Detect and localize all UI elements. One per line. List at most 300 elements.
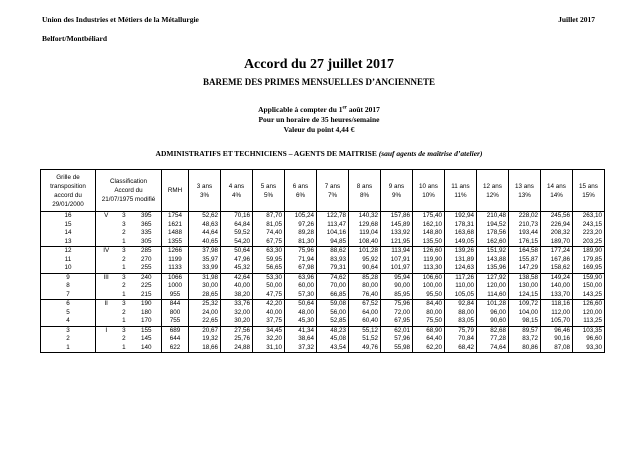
bonus-cell: 162,10 xyxy=(413,221,445,230)
bonus-cell: 90,00 xyxy=(381,282,413,291)
rmh-cell: 689 xyxy=(162,326,189,335)
bonus-cell: 40,00 xyxy=(221,282,253,291)
header-seniority-line: 4 ans xyxy=(228,182,245,190)
bonus-cell: 178,56 xyxy=(477,229,509,238)
header-seniority xyxy=(413,170,445,212)
table-row xyxy=(41,344,605,353)
echelon-cell: 1 xyxy=(116,344,131,353)
rmh-cell: 800 xyxy=(162,309,189,318)
bonus-cell: 85,95 xyxy=(381,291,413,300)
echelon-cell: 2 xyxy=(122,282,126,289)
header-seniority xyxy=(477,170,509,212)
header-seniority-line: 6% xyxy=(295,191,306,199)
level-cell xyxy=(96,309,117,318)
bonus-cell: 40,00 xyxy=(253,309,285,318)
point-value-line: Valeur du point 4,44 € xyxy=(283,125,355,134)
bonus-cell: 31,10 xyxy=(253,344,285,353)
bonus-cell: 127,92 xyxy=(477,273,509,282)
header-seniority-line: 9% xyxy=(391,191,402,199)
echelon-cell: 1 xyxy=(116,291,131,300)
coefficient-cell: 140 xyxy=(131,344,161,353)
header-rmh: RMH xyxy=(162,170,189,212)
bonus-cell: 95,94 xyxy=(381,273,413,282)
bonus-cell: 48,00 xyxy=(285,309,317,318)
bonus-cell: 120,00 xyxy=(573,309,605,318)
level-cell xyxy=(96,229,117,238)
grille-cell: 3 xyxy=(41,326,96,335)
bonus-cell: 53,30 xyxy=(253,273,285,282)
hours-line: Pour un horaire de 35 heures/semaine xyxy=(258,115,380,124)
table-row xyxy=(41,212,605,221)
bonus-cell: 74,64 xyxy=(477,344,509,353)
coefficient-cell: 270 xyxy=(131,256,161,265)
bonus-cell: 143,88 xyxy=(477,256,509,265)
echelon-cell: 1 xyxy=(116,238,131,247)
bonus-cell: 155,87 xyxy=(509,256,541,265)
bonus-cell: 68,42 xyxy=(445,344,477,353)
echelon-cell: 3 xyxy=(116,212,131,221)
bonus-cell: 98,15 xyxy=(509,317,541,326)
table-row xyxy=(41,264,605,273)
echelon-cell: 3 xyxy=(122,220,126,228)
bonus-cell: 51,52 xyxy=(349,335,381,344)
header-seniority xyxy=(573,170,605,212)
bonus-cell: 133,92 xyxy=(381,229,413,238)
bonus-cell: 96,60 xyxy=(573,335,605,344)
bonus-cell: 139,26 xyxy=(445,247,477,256)
echelon-cell: 3 xyxy=(116,326,131,335)
bonus-cell: 56,65 xyxy=(253,264,285,273)
bonus-cell: 74,40 xyxy=(253,229,285,238)
bonus-cell: 22,65 xyxy=(189,317,221,326)
coefficient-cell: 155 xyxy=(131,326,161,335)
bonus-cell: 140,32 xyxy=(349,212,381,221)
bonus-cell: 109,72 xyxy=(509,300,541,309)
grille-cell: 7 xyxy=(41,291,96,300)
applicability-line xyxy=(0,105,638,114)
bonus-cell: 27,56 xyxy=(221,326,253,335)
bonus-cell: 210,73 xyxy=(509,221,541,230)
bonus-cell: 117,26 xyxy=(445,273,477,282)
bonus-cell: 210,48 xyxy=(477,212,509,221)
bonus-cell: 80,00 xyxy=(413,309,445,318)
bonus-cell: 49,76 xyxy=(349,344,381,353)
bonus-cell: 131,89 xyxy=(445,256,477,265)
grille-cell: 1 xyxy=(41,344,96,353)
bonus-cell: 40,65 xyxy=(189,238,221,247)
bonus-cell: 83,72 xyxy=(509,335,541,344)
bonus-cell: 37,98 xyxy=(189,247,221,256)
coefficient-cell: 190 xyxy=(131,300,161,309)
coefficient-cell: 225 xyxy=(131,282,161,291)
bonus-cell: 63,30 xyxy=(253,247,285,256)
level-cell xyxy=(96,264,117,273)
grille-cell: 12 xyxy=(41,247,96,256)
bonus-cell: 64,00 xyxy=(349,309,381,318)
bonus-cell: 47,96 xyxy=(221,256,253,265)
bonus-cell: 124,15 xyxy=(509,291,541,300)
bonus-cell: 63,96 xyxy=(285,273,317,282)
bonus-cell: 18,66 xyxy=(189,344,221,353)
bonus-cell: 189,70 xyxy=(541,238,573,247)
grille-cell: 4 xyxy=(41,317,96,326)
section-heading xyxy=(0,149,638,158)
bonus-cell: 147,29 xyxy=(509,264,541,273)
bonus-cell: 81,30 xyxy=(285,238,317,247)
bonus-cell: 176,15 xyxy=(509,238,541,247)
bonus-cell: 107,91 xyxy=(381,256,413,265)
bonus-cell: 62,01 xyxy=(381,326,413,335)
bonus-cell: 56,00 xyxy=(317,309,349,318)
header-seniority xyxy=(445,170,477,212)
header-seniority-line: 8 ans xyxy=(356,182,373,190)
bonus-cell: 67,52 xyxy=(349,300,381,309)
header-seniority-line: 13 ans xyxy=(515,182,534,190)
org-location: Belfort/Montbéliard xyxy=(42,34,107,43)
grille-cell: 11 xyxy=(41,256,96,265)
grille-cell: 10 xyxy=(41,264,96,273)
bonus-cell: 59,95 xyxy=(253,256,285,265)
document-title: Accord du 27 juillet 2017 xyxy=(243,57,395,72)
grille-cell: 13 xyxy=(41,238,96,247)
bonus-cell: 157,86 xyxy=(381,212,413,221)
bonus-cell: 143,25 xyxy=(573,291,605,300)
level-cell xyxy=(96,344,117,353)
header-seniority-line: 7 ans xyxy=(324,182,341,190)
bonus-cell: 90,60 xyxy=(477,317,509,326)
header-seniority-line: 10 ans xyxy=(419,182,438,190)
bonus-cell: 37,32 xyxy=(285,344,317,353)
bonus-cell: 50,00 xyxy=(253,282,285,291)
rmh-cell: 1621 xyxy=(162,221,189,230)
level-cell xyxy=(96,256,117,265)
bonus-cell: 24,88 xyxy=(221,344,253,353)
bonus-cell: 76,40 xyxy=(349,291,381,300)
document-subtitle: BAREME DES PRIMES MENSUELLES D’ANCIENNETE xyxy=(202,77,436,87)
bonus-cell: 33,76 xyxy=(221,300,253,309)
rmh-cell: 955 xyxy=(162,291,189,300)
header-seniority-line: 3 ans xyxy=(196,182,213,190)
level-cell xyxy=(96,221,117,230)
coefficient-cell: 395 xyxy=(131,212,161,221)
document-date: Juillet 2017 xyxy=(558,15,595,24)
bonus-cell: 114,60 xyxy=(477,291,509,300)
bonus-cell: 84,40 xyxy=(413,300,445,309)
bonus-cell: 67,98 xyxy=(285,264,317,273)
bonus-cell: 80,86 xyxy=(509,344,541,353)
table-row xyxy=(41,291,605,300)
bonus-cell: 113,25 xyxy=(573,317,605,326)
bonus-cell: 32,00 xyxy=(221,309,253,318)
echelon-cell: 3 xyxy=(116,300,131,309)
table-row xyxy=(41,229,605,238)
table-row xyxy=(41,335,605,344)
level-cell: V xyxy=(96,212,117,221)
table-row xyxy=(41,238,605,247)
bonus-cell: 24,00 xyxy=(189,309,221,318)
level-cell xyxy=(96,282,117,291)
bonus-cell: 25,76 xyxy=(221,335,253,344)
bonus-cell: 226,94 xyxy=(541,221,573,230)
bonus-cell: 35,97 xyxy=(189,256,221,265)
header-seniority-line: 14 ans xyxy=(547,182,566,190)
bonus-cell: 48,63 xyxy=(189,221,221,230)
bonus-cell: 194,52 xyxy=(477,221,509,230)
coefficient-cell: 215 xyxy=(131,291,161,300)
bonus-cell: 67,75 xyxy=(253,238,285,247)
header-grille-line: accord du xyxy=(54,191,82,199)
bonus-cell: 75,96 xyxy=(285,247,317,256)
header-grille-line: transposition xyxy=(50,182,86,190)
level-cell xyxy=(96,238,117,247)
bonus-cell: 31,98 xyxy=(189,273,221,282)
table-row xyxy=(41,221,605,230)
bonus-cell: 43,54 xyxy=(317,344,349,353)
bonus-cell: 203,25 xyxy=(573,238,605,247)
table-row xyxy=(41,300,605,309)
bonus-cell: 30,20 xyxy=(221,317,253,326)
header-seniority xyxy=(541,170,573,212)
header-seniority-line: 5 ans xyxy=(260,182,277,190)
bonus-cell: 42,20 xyxy=(253,300,285,309)
grille-cell: 8 xyxy=(41,282,96,291)
bonus-cell: 119,90 xyxy=(413,256,445,265)
applicability-sup: er xyxy=(342,105,347,111)
rmh-cell: 755 xyxy=(162,317,189,326)
bonus-cell: 59,08 xyxy=(317,300,349,309)
bonus-cell: 88,62 xyxy=(317,247,349,256)
bonus-cell: 87,08 xyxy=(541,344,573,353)
bonus-table xyxy=(40,169,605,353)
header-seniority-line: 8% xyxy=(359,191,370,199)
bonus-cell: 89,28 xyxy=(285,229,317,238)
bonus-cell: 48,23 xyxy=(317,326,349,335)
bonus-cell: 193,44 xyxy=(509,229,541,238)
coefficient-cell: 285 xyxy=(131,247,161,256)
bonus-cell: 95,92 xyxy=(349,256,381,265)
level-cell: II xyxy=(96,300,117,309)
bonus-cell: 37,75 xyxy=(253,317,285,326)
rmh-cell: 1488 xyxy=(162,229,189,238)
table-row xyxy=(41,326,605,335)
bonus-cell: 83,93 xyxy=(317,256,349,265)
echelon-cell: 2 xyxy=(122,255,126,263)
header-seniority-line: 5% xyxy=(263,191,274,199)
bonus-cell: 82,68 xyxy=(477,326,509,335)
rmh-cell: 644 xyxy=(162,335,189,344)
bonus-cell: 52,62 xyxy=(189,212,221,221)
bonus-cell: 38,20 xyxy=(221,291,253,300)
bonus-cell: 83,05 xyxy=(445,317,477,326)
bonus-cell: 54,20 xyxy=(221,238,253,247)
echelon-cell: 2 xyxy=(122,335,126,342)
bonus-cell: 92,84 xyxy=(445,300,477,309)
coefficient-cell: 240 xyxy=(131,273,161,282)
bonus-cell: 118,16 xyxy=(541,300,573,309)
coefficient-cell: 365 xyxy=(131,221,161,230)
coefficient-cell: 180 xyxy=(131,309,161,318)
level-cell: III xyxy=(96,273,117,282)
bonus-cell: 90,64 xyxy=(349,264,381,273)
bonus-cell: 89,57 xyxy=(509,326,541,335)
header-seniority-line: 13% xyxy=(518,191,531,199)
bonus-cell: 105,70 xyxy=(541,317,573,326)
grille-cell: 6 xyxy=(41,300,96,309)
bonus-cell: 93,30 xyxy=(573,344,605,353)
bonus-cell: 126,60 xyxy=(413,247,445,256)
echelon-cell: 2 xyxy=(122,308,126,316)
coefficient-cell: 335 xyxy=(131,229,161,238)
header-seniority-line: 3% xyxy=(199,191,210,199)
header-seniority-line: 11% xyxy=(454,191,467,199)
bonus-cell: 108,40 xyxy=(349,238,381,247)
rmh-cell: 1000 xyxy=(162,282,189,291)
bonus-cell: 41,34 xyxy=(285,326,317,335)
bonus-cell: 119,04 xyxy=(349,229,381,238)
bonus-cell: 167,86 xyxy=(541,256,573,265)
header-grille-line: Grille de xyxy=(56,173,80,181)
bonus-cell: 64,84 xyxy=(221,221,253,230)
bonus-cell: 57,30 xyxy=(285,291,317,300)
bonus-cell: 33,99 xyxy=(189,264,221,273)
echelon-cell: 1 xyxy=(116,317,131,326)
bonus-cell: 45,32 xyxy=(221,264,253,273)
bonus-cell: 110,00 xyxy=(445,282,477,291)
bonus-cell: 50,64 xyxy=(221,247,253,256)
bonus-cell: 245,56 xyxy=(541,212,573,221)
bonus-cell: 32,20 xyxy=(253,335,285,344)
section-note: (sauf agents de maîtrise d’atelier) xyxy=(376,149,483,158)
bonus-cell: 42,64 xyxy=(221,273,253,282)
coefficient-cell: 305 xyxy=(131,238,161,247)
grille-cell: 15 xyxy=(41,221,96,230)
grille-cell: 9 xyxy=(41,273,96,282)
bonus-cell: 243,15 xyxy=(573,221,605,230)
bonus-cell: 79,31 xyxy=(317,264,349,273)
bonus-cell: 103,35 xyxy=(573,326,605,335)
bonus-cell: 71,94 xyxy=(285,256,317,265)
bonus-cell: 60,00 xyxy=(285,282,317,291)
bonus-cell: 179,85 xyxy=(573,256,605,265)
bonus-cell: 178,31 xyxy=(445,221,477,230)
bonus-cell: 113,47 xyxy=(317,221,349,230)
header-classification xyxy=(96,170,162,212)
bonus-cell: 104,16 xyxy=(317,229,349,238)
header-seniority-line: 14% xyxy=(550,191,563,199)
bonus-cell: 113,30 xyxy=(413,264,445,273)
org-name: Union des Industries et Métiers de la Métallurgie xyxy=(42,15,199,24)
rmh-cell: 1754 xyxy=(162,212,189,221)
bonus-cell: 75,96 xyxy=(381,300,413,309)
header-seniority-line: 12 ans xyxy=(483,182,502,190)
header-seniority xyxy=(221,170,253,212)
bonus-cell: 19,32 xyxy=(189,335,221,344)
bonus-cell: 90,16 xyxy=(541,335,573,344)
header-seniority xyxy=(509,170,541,212)
bonus-cell: 70,84 xyxy=(445,335,477,344)
bonus-cell: 100,00 xyxy=(413,282,445,291)
bonus-cell: 57,96 xyxy=(381,335,413,344)
header-seniority xyxy=(189,170,221,212)
bonus-cell: 149,05 xyxy=(445,238,477,247)
bonus-cell: 45,08 xyxy=(317,335,349,344)
header-grille xyxy=(41,170,96,212)
bonus-cell: 75,50 xyxy=(413,317,445,326)
bonus-cell: 74,62 xyxy=(317,273,349,282)
bonus-cell: 59,52 xyxy=(221,229,253,238)
rmh-cell: 1266 xyxy=(162,247,189,256)
bonus-cell: 25,32 xyxy=(189,300,221,309)
bonus-cell: 162,60 xyxy=(477,238,509,247)
table-row xyxy=(41,282,605,291)
section-main: ADMINISTRATIFS ET TECHNICIENS – AGENTS DE MAITRISE xyxy=(155,149,377,158)
rmh-cell: 1355 xyxy=(162,238,189,247)
header-grille-line: 29/01/2000 xyxy=(52,200,84,208)
header-seniority-line: 15 ans xyxy=(579,182,598,190)
bonus-cell: 67,95 xyxy=(381,317,413,326)
header-seniority xyxy=(285,170,317,212)
echelon-cell: 3 xyxy=(116,247,131,256)
bonus-cell: 189,90 xyxy=(573,247,605,256)
bonus-cell: 192,94 xyxy=(445,212,477,221)
bonus-cell: 55,98 xyxy=(381,344,413,353)
applicability-suffix: août 2017 xyxy=(346,105,380,114)
bonus-cell: 47,75 xyxy=(253,291,285,300)
bonus-cell: 151,92 xyxy=(477,247,509,256)
bonus-cell: 105,24 xyxy=(285,212,317,221)
bonus-cell: 163,68 xyxy=(445,229,477,238)
bonus-cell: 70,16 xyxy=(221,212,253,221)
bonus-cell: 34,45 xyxy=(253,326,285,335)
bonus-cell: 126,60 xyxy=(573,300,605,309)
bonus-cell: 66,85 xyxy=(317,291,349,300)
bonus-cell: 45,30 xyxy=(285,317,317,326)
bonus-cell: 87,70 xyxy=(253,212,285,221)
level-cell xyxy=(96,335,117,344)
bonus-cell: 77,28 xyxy=(477,335,509,344)
bonus-cell: 104,00 xyxy=(509,309,541,318)
rmh-cell: 844 xyxy=(162,300,189,309)
rmh-cell: 622 xyxy=(162,344,189,353)
bonus-cell: 38,64 xyxy=(285,335,317,344)
bonus-cell: 101,97 xyxy=(381,264,413,273)
bonus-cell: 158,62 xyxy=(541,264,573,273)
header-seniority-line: 11 ans xyxy=(451,182,470,190)
bonus-cell: 106,60 xyxy=(413,273,445,282)
bonus-cell: 263,10 xyxy=(573,212,605,221)
echelon-cell: 3 xyxy=(116,273,131,282)
bonus-cell: 55,12 xyxy=(349,326,381,335)
coefficient-cell: 170 xyxy=(131,317,161,326)
bonus-cell: 138,58 xyxy=(509,273,541,282)
bonus-cell: 28,65 xyxy=(189,291,221,300)
bonus-cell: 133,70 xyxy=(541,291,573,300)
bonus-cell: 164,58 xyxy=(509,247,541,256)
bonus-cell: 150,00 xyxy=(573,282,605,291)
bonus-cell: 129,68 xyxy=(349,221,381,230)
bonus-cell: 148,80 xyxy=(413,229,445,238)
table-row xyxy=(41,273,605,282)
header-seniority xyxy=(381,170,413,212)
header-classification-line: 21/07/1975 modifié xyxy=(101,196,156,203)
bonus-cell: 228,02 xyxy=(509,212,541,221)
bonus-cell: 101,28 xyxy=(349,247,381,256)
table-header-row xyxy=(41,170,605,212)
bonus-cell: 149,24 xyxy=(541,273,573,282)
bonus-cell: 101,28 xyxy=(477,300,509,309)
grille-cell: 2 xyxy=(41,335,96,344)
bonus-cell: 96,46 xyxy=(541,326,573,335)
